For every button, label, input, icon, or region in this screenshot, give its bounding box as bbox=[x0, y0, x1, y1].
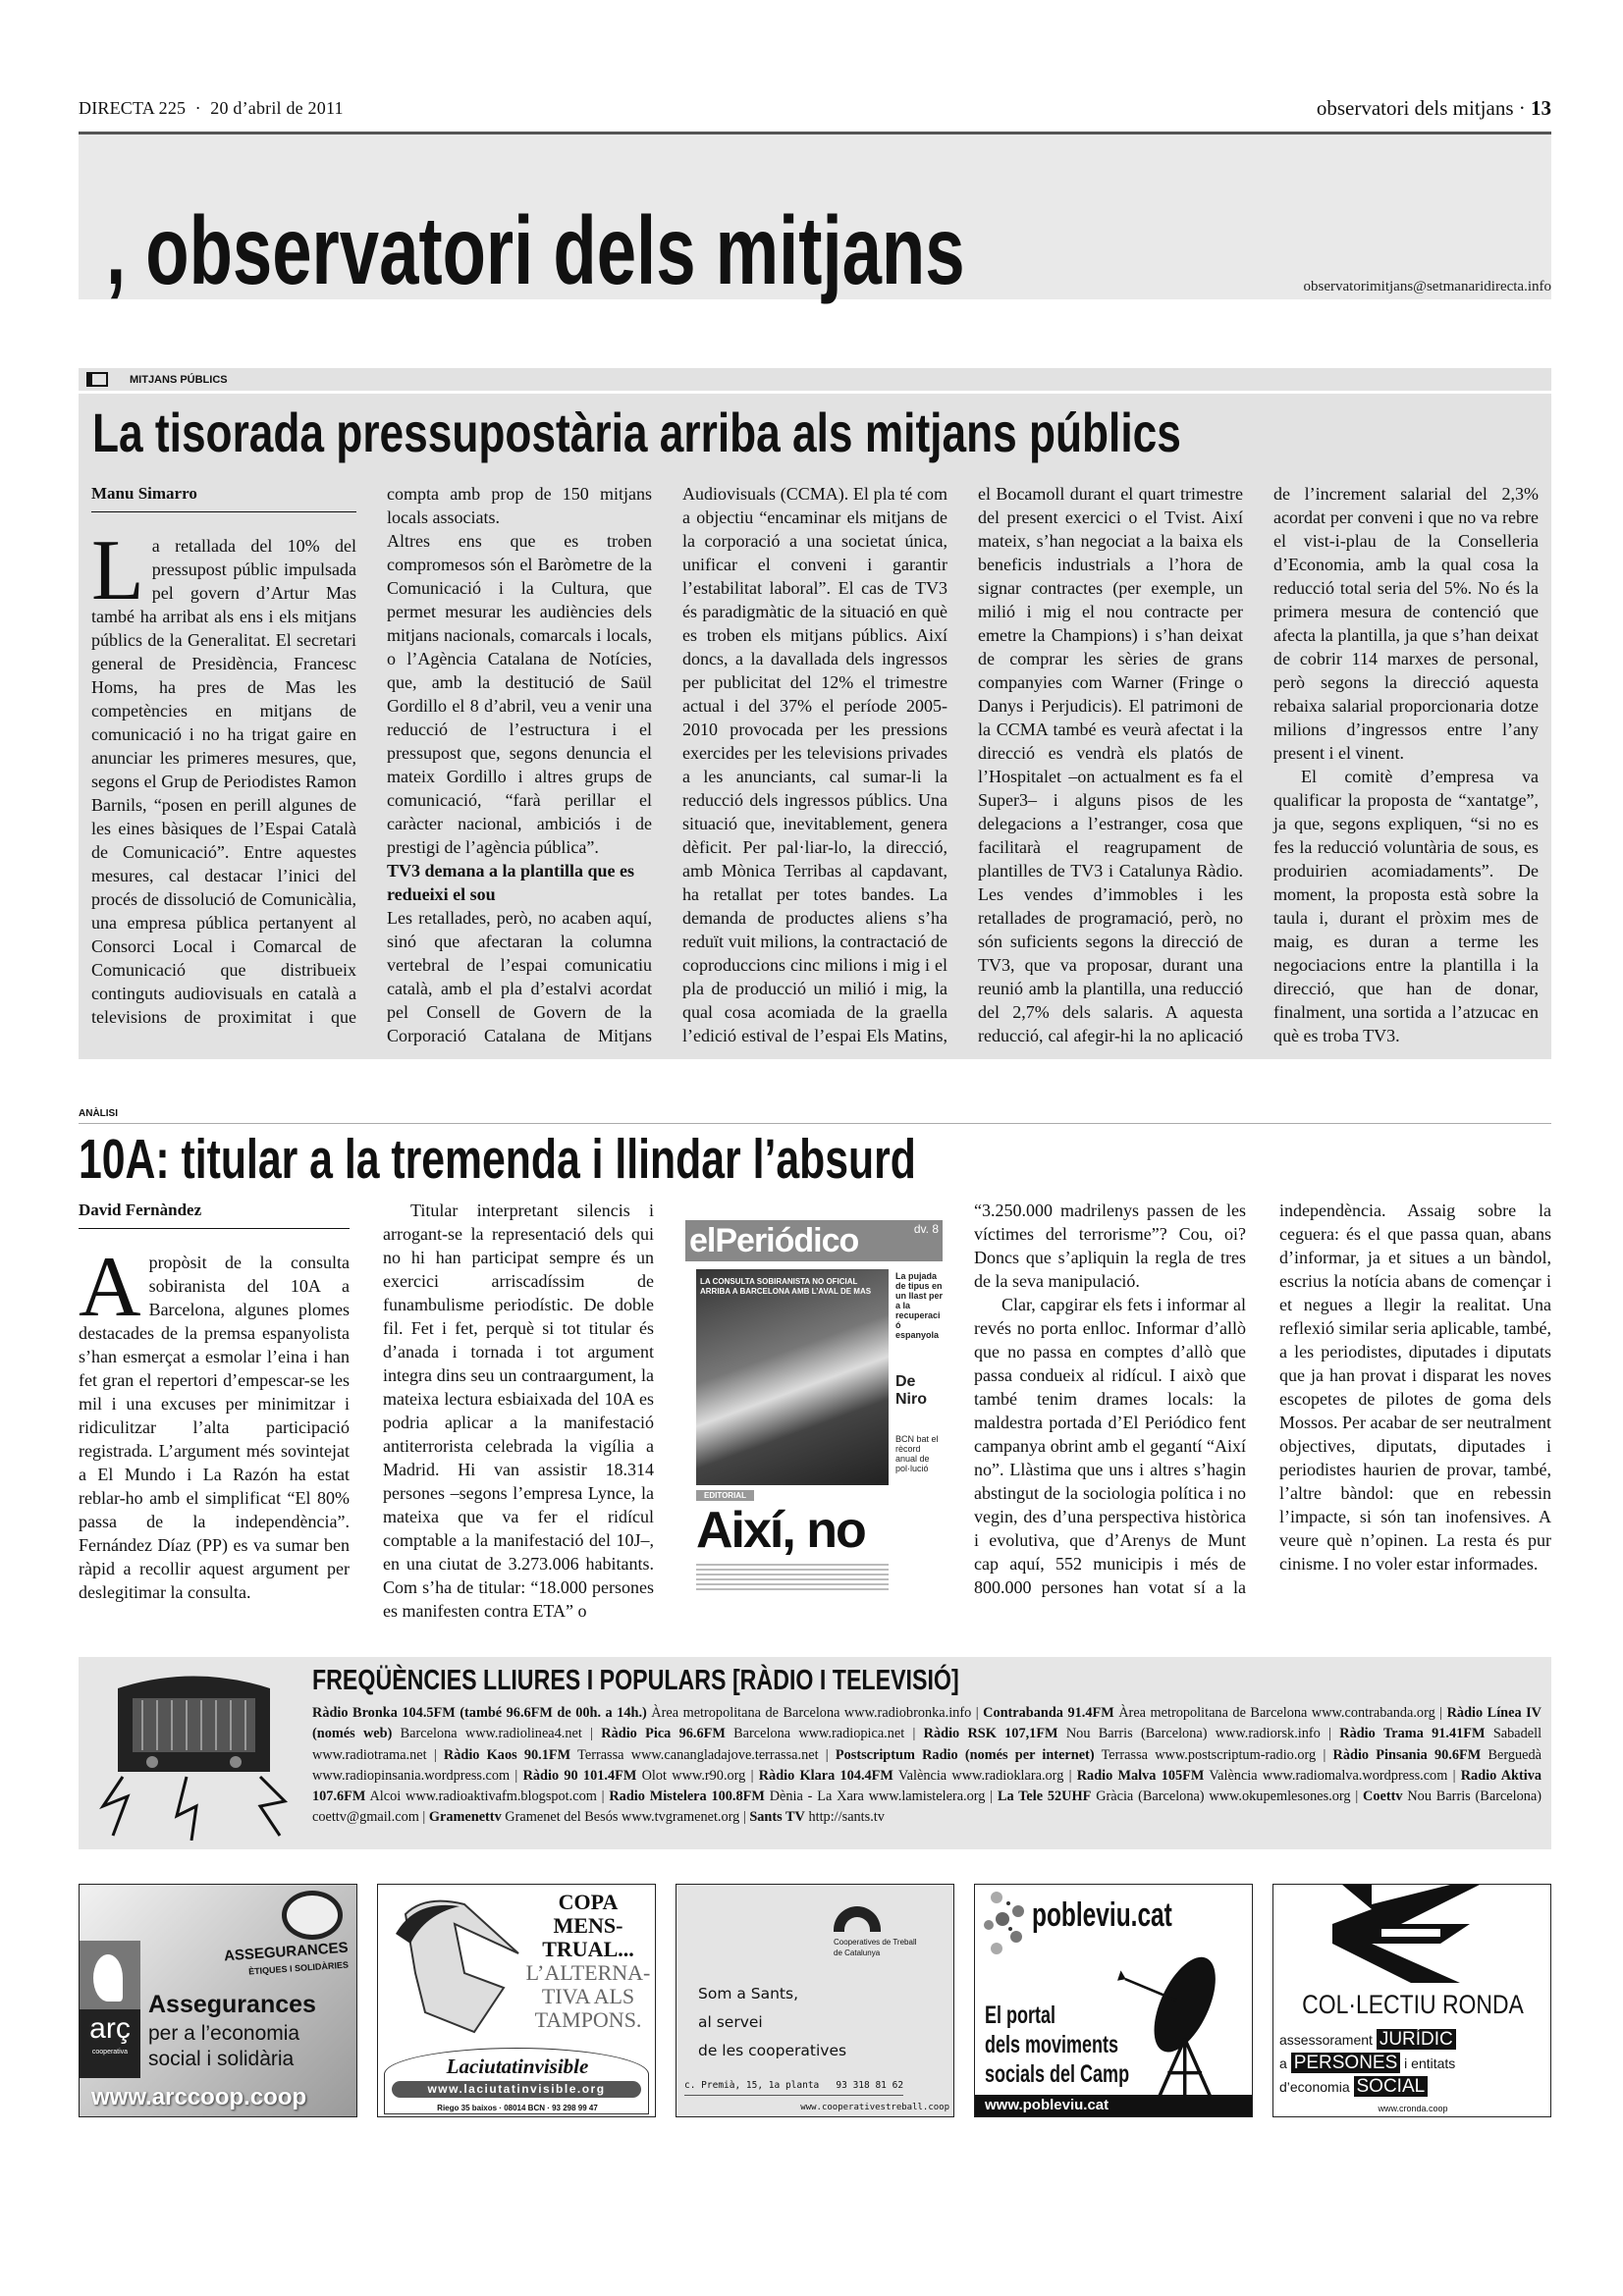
paragraph: Clar, capgirar els fets i informar al revés no porta enlloc. Informar d’allò que no passa en comptes d’allò que passa condueix al ridícul. I això que també tenim drames locals: la maldestra portada d’El Periódico fent campanya obrint amb el gegantí “Així no”. Llàstima que uns i altres s’hagin abstingut de la sociologia política i no vegin, des d’una perspectiva històrica i evolutiva, que d’Arenys de Munt cap aquí, 552 municipis i més de 800.000 persones han votat sí a la independència. Assaig sobre la ceguera: és el que passa quan, abans d’informar, ja et situes a un bàndol, escrius la notícia abans de començar i et negues a llegir la realitat. Una reflexió similar seria aplicable, també, a les periodistes, diputades i diputats que ja han provat i disparat les noves escopetes de pilotes de goma dels Mossos. Per acabar de ser neutralment objectives, diputats, diputades i periodistes haurien de provar, també, l’altre bàndol: que en rebessin l’impacte, si són tan inofensives. A veure què n’opinen. La resta és pur cinisme. I no voler estar informades. bbox=[974, 1201, 1551, 1597]
paragraph: Les retallades, però, no acaben aquí, sinó que afectaran la columna vertebral de l’espai comunicatiu català, amb el pla d’estalvi acordat pel Consell de Govern de la Corporació Catalana de Mitjans Audiovisuals (CCMA). El pla té com a objectiu “encaminar els mitjans de la corporació a una societat única, unificar el conveni i garantir l’estabilitat laboral”. El cas de TV3 és paradigmàtic de la situació en què es troben els mitjans públics. Així doncs, a la davallada dels ingressos per publicitat del 12% el trimestre actual i del 37% el període 2005-2010 provocada per les pressions exercides per les televisions privades a les anunciants, cal sumar-li la reducció dels ingressos públics. Una situació que, inevitablement, genera dèficit. Per pal·liar-lo, la direcció, amb Mònica Terribas al capdavant, ha retallat per totes bandes. La demanda de productes aliens s’ha reduït vuit milions, la contractació de coproduccions cinc milions i mig i el pla de producció un milió i mig, la qual cosa acomiada de la graella l’edició estival de l’espai Els Matins, el Bocamoll durant el quart trimestre del present exercici o el Tvist. Així mateix, s’han negociat a la baixa els beneficis industrials a l’hora de signar contractes (per exemple, un milió i mig el nou contracte per emetre la Champions) i s’han deixat de comprar les sèries de grans companyies com Warner (Fringe o Danys i Perjudicis). El patrimoni de la CCMA també es veurà afectat i la direcció es vendrà els platós de l’Hospitalet –on actualment es fa el Super3– i alguns pisos de les delegacions a l’estranger, cosa que facilitarà el reagrupament de plantilles de TV3 i Catalunya Ràdio. Les vendes d’immobles i les retallades de programació, però, no són suficients segons la direcció de TV3, que va proposar, durant una reunió amb la plantilla, una reducció del 2,7% dels salaris. A aquesta reducció, cal afegir-hi la no aplicació de l’increment salarial del 2,3% acordat per conveni i que no va rebre el vist-i-plau de la Conselleria d’Economia, amb la qual cosa la reducció total seria del 5%. No és la primera mesura de contenció que afecta la plantilla, ja que s’han deixat de cobrir 114 marxes de personal, però segons la direcció aquesta rebaixa salarial proporcionaria dotze milions d’ingressos entre l’any present i el vinent. bbox=[387, 484, 1539, 1045]
station-info[interactable]: Àrea metropolitana de Barcelona www.contrabanda.org bbox=[1118, 1705, 1435, 1721]
radio-station-entry bbox=[312, 1705, 971, 1721]
arc-logo bbox=[80, 2009, 140, 2078]
logo-text: arç bbox=[89, 2012, 131, 2045]
leaf-logo-panel bbox=[80, 1941, 140, 2009]
newspaper-front-page-image bbox=[685, 1208, 943, 1606]
front-headline: Així, no bbox=[696, 1502, 865, 1559]
section-title: , observatori dels mitjans bbox=[106, 196, 965, 304]
ad-word: a bbox=[1279, 2056, 1287, 2071]
paragraph-text: propòsit de la consulta sobiranista del 10A a Barcelona, algunes plomes destacades de la premsa espanyolista s’han esmerçat a esmolar l’eina i han fet gran el repertori d’empescar-se les mil i una excuses per minimitzar i ridiculitzar l’alta participació registrada. L’argument més sovintejat a El Mundo i La Razón ha estat reblar-ho amb el simplificat “El 80% passa de la independència”. Fernández Díaz (PP) es va sumar ben ràpid a recollir aquest argument per deslegitimar la consulta. bbox=[79, 1253, 350, 1602]
ad-word: PERSONES bbox=[1291, 2053, 1401, 2073]
ad-collectiu-ronda[interactable] bbox=[1272, 1884, 1551, 2117]
station-name: Coettv bbox=[1363, 1789, 1403, 1805]
station-name: Postscriptum Radio (només per internet) bbox=[835, 1746, 1095, 1763]
station-name: Ràdio Bronka 104.5FM (també 96.6FM de 00h. a 14h.) bbox=[312, 1705, 647, 1721]
drop-cap: L bbox=[91, 523, 144, 618]
paragraph: Altres ens que es troben compromesos són el Baròmetre de la Comunicació i la Cultura, que permet mesurar les audiències dels mitjans nacionals, comarcals i locals, o l’Agència Catalana de Notícies, que, amb la destitució de Saül Gordillo el 8 d’abril, veu a venir una reducció de l’estructura i el pressupost que, segons denuncia el mateix Gordillo i altres grups de comunicació, “farà perillar el caràcter nacional, ambiciós i de prestigi de l’agència pública”. bbox=[387, 531, 652, 857]
section-name: observatori dels mitjans · bbox=[1316, 96, 1526, 120]
station-info[interactable]: Barcelona www.radiolinea4.net bbox=[400, 1726, 582, 1742]
ad-line: TIVA ALS bbox=[541, 1984, 635, 2008]
byline: David Fernàndez bbox=[79, 1199, 350, 1229]
radio-station-entry bbox=[998, 1789, 1351, 1804]
ad-line: MENS- bbox=[553, 1913, 623, 1938]
headline-area bbox=[79, 1124, 1551, 1195]
station-name: Ràdio 90 101.4FM bbox=[522, 1767, 637, 1784]
article-body-left bbox=[79, 1199, 654, 1623]
radio-title-area bbox=[312, 1664, 1542, 1703]
tv-icon bbox=[86, 372, 108, 387]
subheading: TV3 demana a la plantilla que es redueixi el sou bbox=[387, 861, 635, 904]
radio-station-entry bbox=[749, 1809, 885, 1825]
station-name: Radio Mistelera 100.8FM bbox=[609, 1789, 765, 1805]
station-name: Ràdio RSK 107,1FM bbox=[923, 1726, 1058, 1742]
ad-brand: COL·LECTIU RONDA bbox=[1302, 1990, 1524, 2019]
page-number: 13 bbox=[1531, 96, 1551, 120]
paragraph bbox=[79, 1240, 350, 1604]
ad-line: de les cooperatives bbox=[698, 2042, 847, 2059]
station-info[interactable]: Nou Barris (Barcelona) coettv@gmail.com bbox=[312, 1789, 1542, 1826]
ad-line: El portal bbox=[985, 2002, 1056, 2029]
org-name: de Catalunya bbox=[834, 1949, 881, 1957]
ad-copy bbox=[525, 1891, 651, 2032]
section-label-strip bbox=[79, 368, 1551, 394]
station-info[interactable]: Alcoi www.radioaktivafm.blogspot.com bbox=[369, 1789, 597, 1805]
front-day: dv. 8 bbox=[913, 1222, 939, 1236]
ad-line: per a l’economia bbox=[148, 2022, 300, 2045]
radio-station-entry bbox=[429, 1809, 739, 1825]
ad-line: TAMPONS. bbox=[534, 2007, 642, 2032]
article-analysis bbox=[79, 1199, 1551, 1623]
section-label: ANÀLISI bbox=[79, 1108, 118, 1119]
front-photo bbox=[696, 1269, 889, 1485]
issue-date: 20 d’abril de 2011 bbox=[210, 98, 344, 118]
ad-word: assessorament bbox=[1279, 2032, 1373, 2048]
radio-station-entry bbox=[836, 1747, 1316, 1763]
ads-row bbox=[79, 1884, 1551, 2117]
ad-word: i entitats bbox=[1404, 2056, 1456, 2071]
station-info[interactable]: Àrea metropolitana de Barcelona www.radiobronka.info bbox=[651, 1705, 972, 1721]
article-headline: La tisorada pressupostària arriba als mitjans públics bbox=[92, 401, 1181, 463]
dots-logo-icon bbox=[983, 1890, 1032, 1958]
ad-address: Riego 35 baixos · 08014 BCN · 93 298 99 47 bbox=[437, 2104, 598, 2112]
radio-station-entry bbox=[1077, 1768, 1448, 1784]
paragraph: El comitè d’empresa va qualificar la proposta de “xantatge”, ja que, segons expliquen, “si no es fes la reducció voluntària de sous, es produirien acomiadaments”. De moment, la proposta està sobre la taula i, durant el pròxim mes de maig, es duran a terme les negociacions entre la plantilla i la direcció, que han de donar, finalment, una sortida a l’atzucac en què es troba TV3. bbox=[1273, 767, 1539, 1045]
station-name: Ràdio Pica 96.6FM bbox=[601, 1726, 726, 1742]
station-info[interactable]: Sabadell www.radiotrama.net bbox=[312, 1726, 1542, 1763]
article-body bbox=[91, 482, 1539, 1047]
radio-station-entry bbox=[924, 1726, 1321, 1741]
station-name: Contrabanda 91.4FM bbox=[983, 1705, 1114, 1721]
station-name: Ràdio Trama 91.41FM bbox=[1339, 1726, 1486, 1742]
page-content bbox=[79, 368, 1551, 2117]
station-name: Sants TV bbox=[749, 1809, 805, 1826]
station-info[interactable]: http://sants.tv bbox=[808, 1809, 885, 1826]
photo-headline: LA CONSULTA SOBIRANISTA NO OFICIAL ARRIBA A BARCELONA AMB L’AVAL DE MAS bbox=[700, 1277, 872, 1296]
section-label: MITJANS PÚBLICS bbox=[130, 373, 228, 386]
arch-logo-icon bbox=[834, 1906, 881, 1932]
old-radio-icon bbox=[98, 1669, 290, 1841]
station-info[interactable]: València www.radioklara.org bbox=[897, 1767, 1064, 1784]
radio-box-title: FREQÜÈNCIES LLIURES I POPULARS [RÀDIO I TELEVISIÓ] bbox=[312, 1665, 959, 1696]
ad-address: c. Premià, 15, 1a planta 93 318 81 62 bbox=[684, 2079, 903, 2096]
station-info[interactable]: Terrassa www.canangladajove.terrassa.net bbox=[577, 1746, 819, 1763]
radio-station-entry bbox=[609, 1789, 985, 1804]
badge-line: ASSEGURANCES bbox=[223, 1939, 350, 1965]
side-story: La pujada de tipus en un llast per a la recuperació espanyola bbox=[895, 1271, 943, 1340]
woman-illustration-icon bbox=[386, 1895, 523, 2042]
ad-brand: Laciutatinvisible bbox=[446, 2055, 589, 2078]
ad-url[interactable]: www.laciutatinvisible.org bbox=[392, 2081, 641, 2098]
editorial-label: EDITORIAL bbox=[696, 1490, 754, 1501]
ad-arc-insurance[interactable] bbox=[79, 1884, 357, 2117]
radio-station-entry bbox=[523, 1768, 746, 1784]
station-info[interactable]: Gramenet del Besós www.tvgramenet.org bbox=[505, 1809, 740, 1826]
ad-headline: Assegurances bbox=[148, 1991, 316, 2018]
running-head bbox=[1317, 96, 1551, 121]
leaf-icon bbox=[93, 1954, 123, 2002]
station-info[interactable]: Barcelona www.radiopica.net bbox=[733, 1726, 905, 1742]
paragraph: “3.250.000 madrilenys passen de les víctimes del terrorisme”? Cou, oi? Doncs que s’apliquin la regla de tres de la seva manipulació. bbox=[974, 1201, 1246, 1291]
issue-date-line bbox=[79, 98, 344, 119]
ad-url[interactable]: www.cooperativestreball.coop bbox=[800, 2103, 949, 2112]
free-radio-box bbox=[79, 1657, 1551, 1849]
station-name: La Tele 52UHF bbox=[997, 1789, 1092, 1805]
separator: · bbox=[194, 98, 201, 118]
side-story: BCN bat el rècord anual de pol·lució bbox=[895, 1434, 939, 1473]
logo-sub: cooperativa bbox=[91, 2049, 129, 2056]
station-name: Ràdio Klara 104.4FM bbox=[758, 1767, 893, 1784]
ad-line: socials del Camp bbox=[985, 2060, 1130, 2088]
paragraph-text: a retallada del 10% del pressupost públic impulsada pel govern d’Artur Mas també ha arribat als ens i els mitjans públics de la Generalitat. El secretari general de Presidència, Francesc Homs, ha pres de Mas les competències en mitjans de comunicació i no ha trigat gaire en anunciar les primeres mesures, que, segons el Grup de Periodistes Ramon Barnils, “posen en perill algunes de les eines bàsiques de l’Espai Català de Comunicació”. Entre aquestes mesures, cal destacar l’inici del procés de dissolució de Comunicàlia, una empresa pública pertanyent al Consorci Local i Comarcal de Comunicació que distribueix continguts audiovisuals en català a televisions de proximitat i que compta amb prop de 150 mitjans locals associats. bbox=[91, 484, 652, 1027]
radio-station-entry bbox=[601, 1726, 904, 1741]
station-name: Radio Aktiva 107.6FM bbox=[312, 1767, 1542, 1805]
station-info[interactable]: Gràcia (Barcelona) www.okupemlesones.org bbox=[1096, 1789, 1351, 1805]
radio-station-list: Ràdio Bronka 104.5FM (també 96.6FM de 00h. a 14h.) Àrea metropolitana de Barcelona www.radiobronka.info | Contrabanda 91.4FM Àrea metropolitana de Barcelona www.contrabanda.org | Ràdio Línea IV (només web) Barcelona www.radiolinea4.net | Ràdio Pica 96.6FM Barcelona www.radiopica.net | Ràdio RSK 107,1FM Nou Barris (Barcelona) www.radiorsk.info | Ràdio Trama 91.41FM Sabadell www.radiotrama.net | Ràdio Kaos 90.1FM Terrassa www.canangladajove.terrassa.net | Postscriptum Radio (només per internet) Terrassa www.postscriptum-radio.org | Ràdio Pinsania 90.6FM Berguedà www.radiopinsania.wordpress.com | Ràdio 90 101.4FM Olot www.r90.org | Ràdio Klara 104.4FM València www.radioklara.org | Radio Malva 105FM València www.radiomalva.wordpress.com | Radio Aktiva 107.6FM Alcoi www.radioaktivafm.blogspot.com | Radio Mistelera 100.8FM Dènia - La Xara www.lamistelera.org | La Tele 52UHF Gràcia (Barcelona) www.okupemlesones.org | Coettv Nou Barris (Barcelona) coettv@gmail.com | Gramenettv Gramenet del Besós www.tvgramenet.org | Sants TV http://sants.tv bbox=[312, 1705, 1542, 1826]
ad-url[interactable]: www.cronda.coop bbox=[1378, 2104, 1448, 2113]
byline: Manu Simarro bbox=[91, 482, 356, 512]
section-email[interactable]: observatorimitjans@setmanaridirecta.info bbox=[1303, 279, 1551, 294]
article-body-right bbox=[974, 1199, 1551, 1599]
article-headline: 10A: titular a la tremenda i llindar l’absurd bbox=[79, 1128, 916, 1191]
article-public-media bbox=[79, 368, 1551, 1059]
station-name: Ràdio Línea IV (només web) bbox=[312, 1705, 1542, 1742]
station-info[interactable]: Terrassa www.postscriptum-radio.org bbox=[1101, 1746, 1317, 1763]
ad-word: JURÍDIC bbox=[1377, 2029, 1456, 2050]
station-name: Gramenettv bbox=[428, 1809, 502, 1826]
ad-url[interactable]: www.arccoop.coop bbox=[91, 2084, 307, 2110]
station-name: Radio Malva 105FM bbox=[1076, 1767, 1205, 1784]
ad-word: SOCIAL bbox=[1354, 2076, 1429, 2097]
ad-copy bbox=[1279, 2028, 1546, 2099]
ad-work-cooperatives[interactable] bbox=[676, 1884, 954, 2117]
headline-area bbox=[79, 394, 1551, 462]
station-info[interactable]: Berguedà www.radiopinsania.wordpress.com bbox=[312, 1746, 1542, 1784]
drop-cap: A bbox=[79, 1240, 141, 1335]
ad-pobleviu[interactable] bbox=[974, 1884, 1253, 2117]
side-story: De Niro bbox=[895, 1373, 927, 1408]
badge-line: ÈTIQUES I SOLIDÀRIES bbox=[247, 1959, 350, 1977]
station-info[interactable]: Olot www.r90.org bbox=[641, 1767, 746, 1784]
ad-brand: pobleviu.cat bbox=[1032, 1896, 1172, 1934]
ronda-logo-icon bbox=[1313, 1885, 1509, 1983]
ad-line: dels moviments bbox=[985, 2031, 1119, 2058]
station-info[interactable]: Nou Barris (Barcelona) www.radiorsk.info bbox=[1065, 1726, 1321, 1742]
radio-station-entry bbox=[759, 1768, 1064, 1784]
ad-copy bbox=[698, 1980, 846, 2065]
ad-menstrual-cup[interactable] bbox=[377, 1884, 656, 2117]
radio-station-entry bbox=[444, 1747, 819, 1763]
station-name: Ràdio Pinsania 90.6FM bbox=[1332, 1746, 1482, 1763]
masthead: elPeriódico bbox=[689, 1222, 859, 1259]
front-text-lines bbox=[696, 1564, 889, 1593]
ad-line: COPA bbox=[558, 1890, 619, 1914]
ad-line: social i solidària bbox=[148, 2048, 295, 2070]
paragraph: Titular interpretant silencis i arrogant-se la representació dels qui no hi han participat sempre és un exercici arriscadíssim de funambulisme periodístic. De doble fil. Fet i fet, perquè si tot titular és d’anada i tornada i tot argument integra dins seu un contraargument, la mateixa lectura esbiaixada del 10A es podria aplicar a la manifestació antiterrorista celebrada la vigília a Madrid. Hi van assistir 18.314 persones –segons l’empresa Lynce, la mateixa que va fer el ridícul comptable a la manifestació del 10J–, en una ciutat de 3.273.006 habitants. Com s’ha de titular: “18.000 persones es manifesten contra ETA” o bbox=[383, 1201, 654, 1621]
ad-copy bbox=[985, 2001, 1129, 2089]
radio-station-entry bbox=[983, 1705, 1435, 1721]
station-info[interactable]: València www.radiomalva.wordpress.com bbox=[1209, 1767, 1448, 1784]
ad-line: TRUAL... bbox=[542, 1937, 634, 1961]
org-name: Cooperatives de Treball bbox=[834, 1938, 917, 1947]
issue-number: DIRECTA 225 bbox=[79, 98, 187, 118]
ad-line: L’ALTERNA- bbox=[525, 1960, 651, 1985]
ad-url[interactable]: www.pobleviu.cat bbox=[975, 2095, 1253, 2116]
ad-word: d’economia bbox=[1279, 2079, 1350, 2095]
ad-line: Som a Sants, bbox=[698, 1985, 799, 2002]
ad-line: al servei bbox=[698, 2013, 763, 2031]
insurance-seal-icon bbox=[282, 1891, 343, 1940]
station-info[interactable]: Dènia - La Xara www.lamistelera.org bbox=[769, 1789, 986, 1805]
station-name: Ràdio Kaos 90.1FM bbox=[443, 1746, 571, 1763]
